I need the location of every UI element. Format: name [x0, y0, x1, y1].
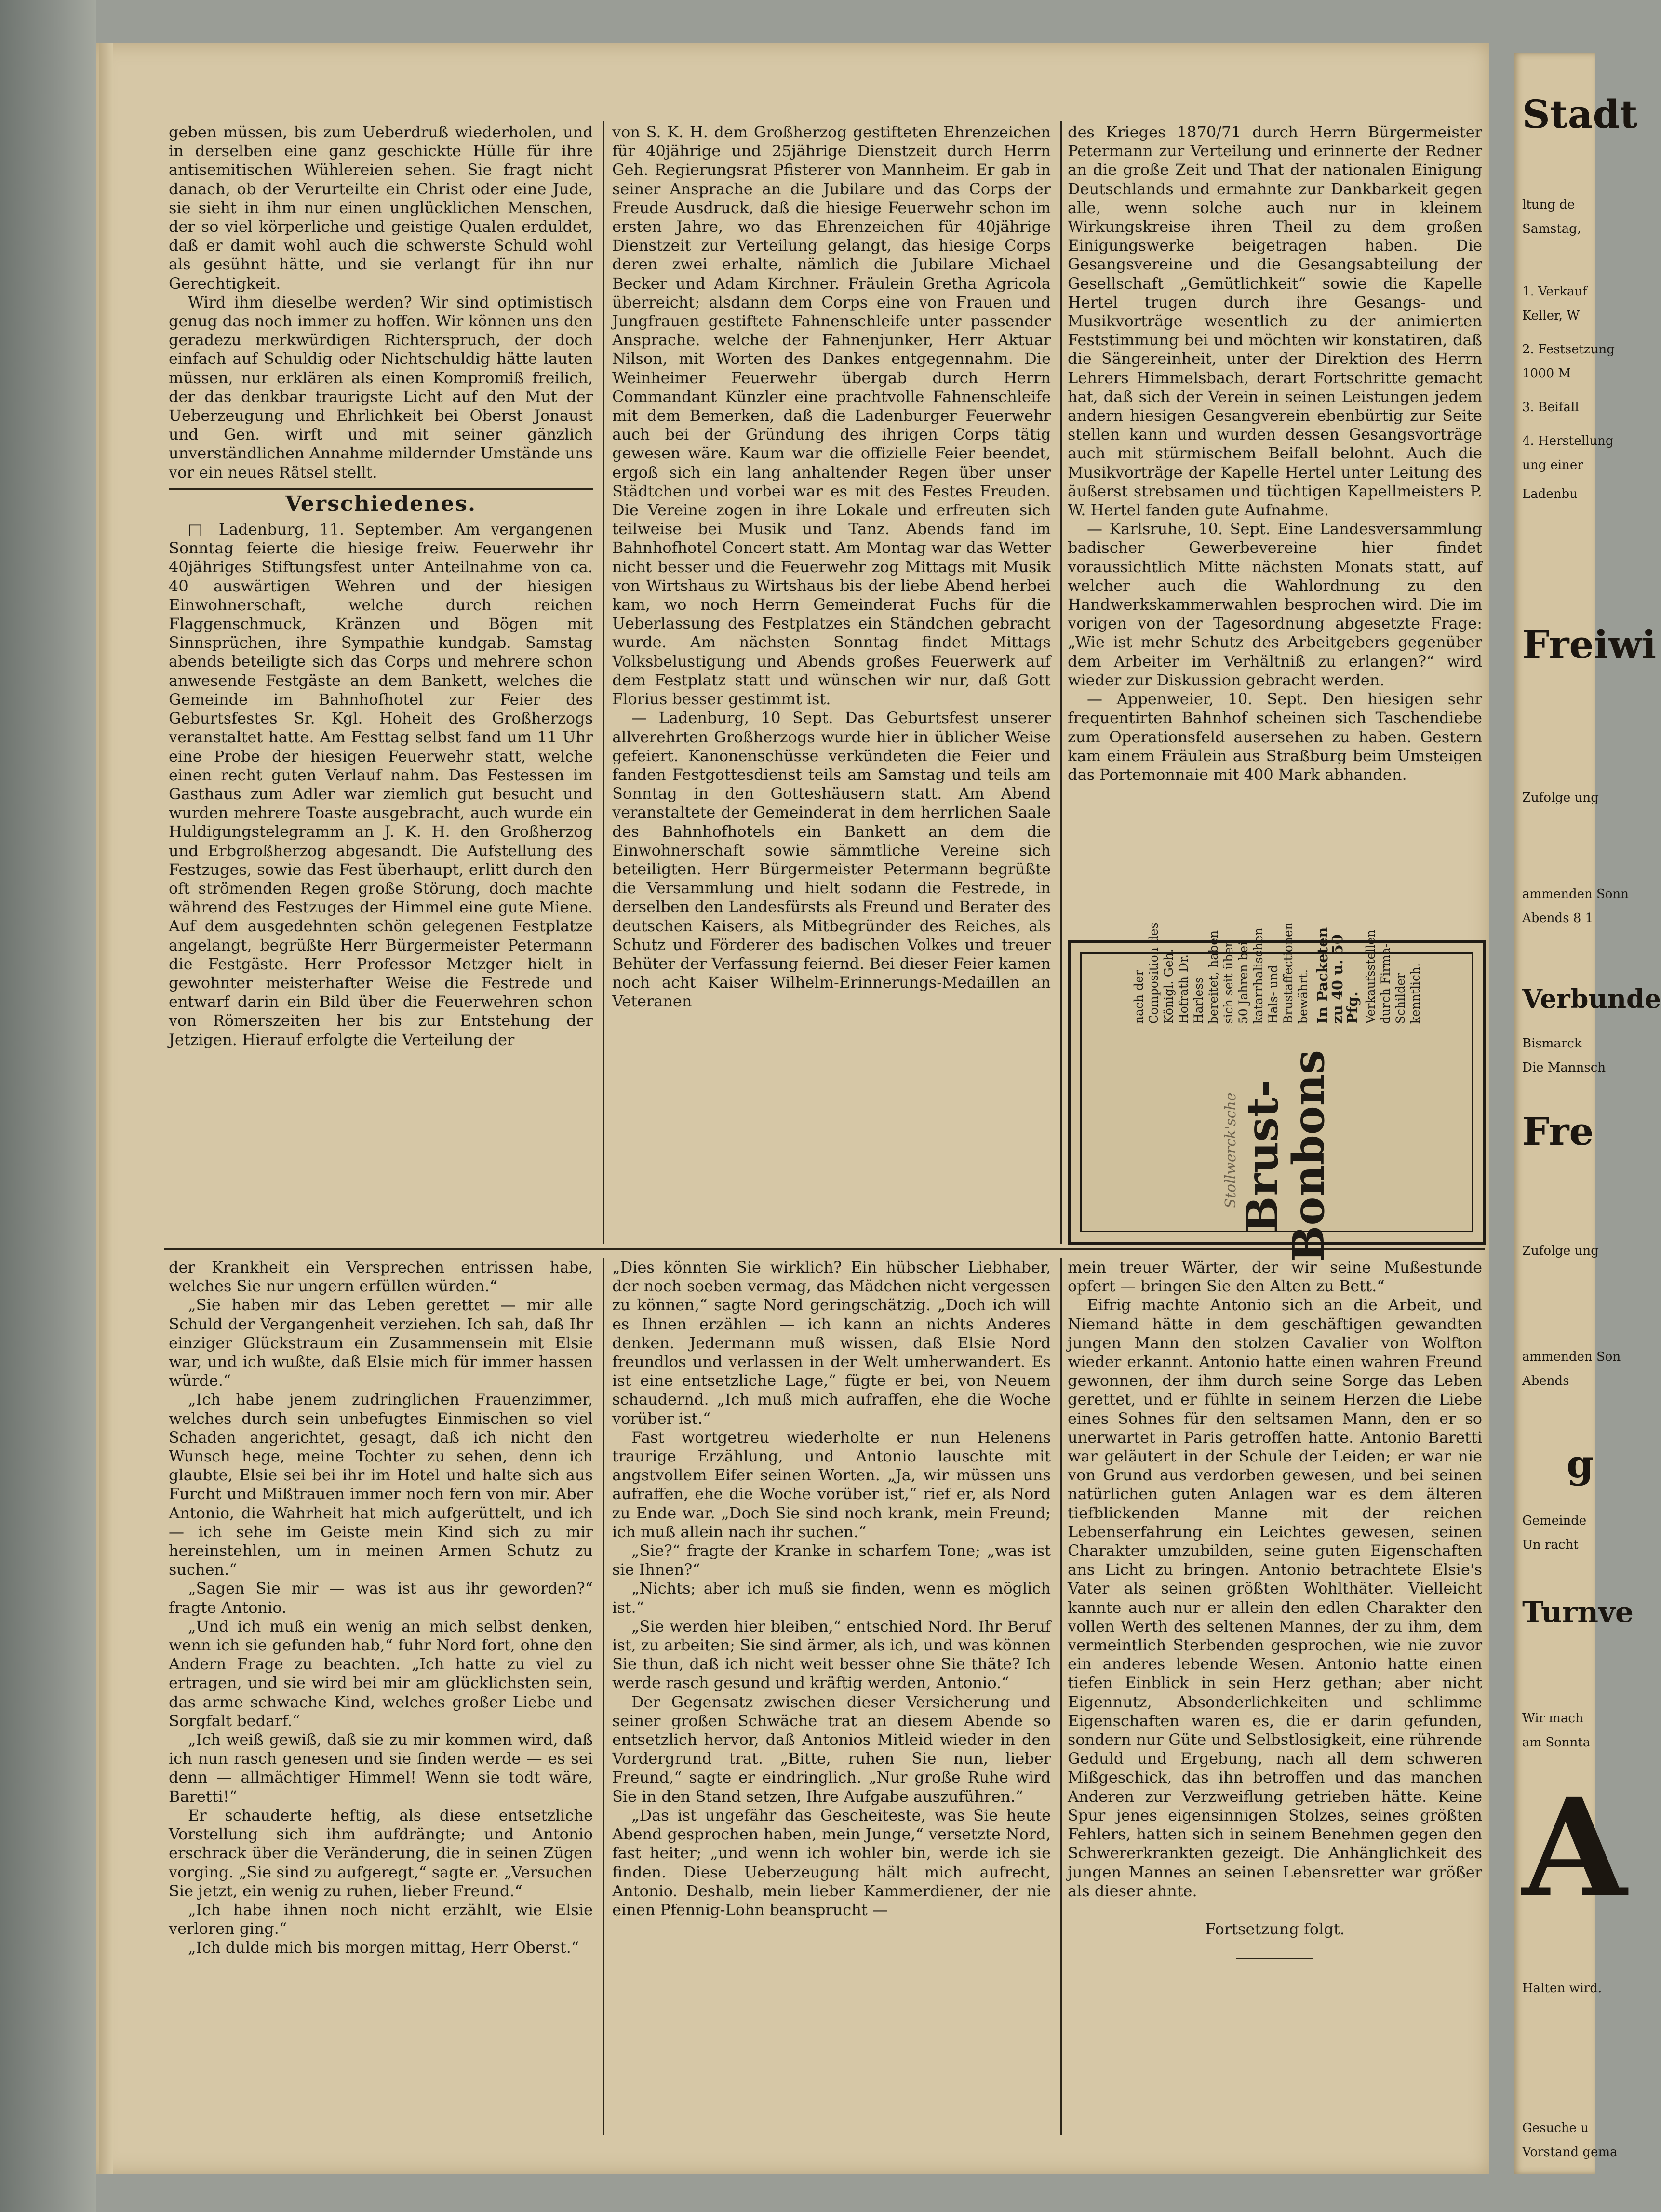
ad-title-line1: Brust-: [1236, 1079, 1287, 1233]
paragraph: geben müssen, bis zum Ueberdruß wiederholen, und in derselben eine ganz geschickte Hülle für ihre antisemitischen Wühlereien sehen. Sie fragt nicht danach, ob der Verurteilte ein Christ oder eine Jude, sie sieht in ihm nur einen unglücklichen Menschen, der so viel körperliche und geistige Qualen erduldet, daß er damit wohl auch die schwerste Schuld wohl als gesühnt hätte, und sie verlangt für ihn nur Gerechtigkeit.: [169, 123, 593, 293]
fragment-text: 1. Verkauf: [1522, 284, 1587, 299]
paragraph: „Das ist ungefähr das Gescheiteste, was Sie heute Abend gesprochen haben, mein Junge,“ versetzte Nord, fast heiter; „und wenn ich wohler bin, werde ich sie finden. Diese Ueberzeugung hält mich aufrecht, Antonio. Deshalb, mein lieber Kammerdiener, der nie einen Pfennig-Lohn beansprucht —: [612, 1806, 1051, 1919]
paragraph: „Sie werden hier bleiben,“ entschied Nord. Ihr Beruf ist, zu arbeiten; Sie sind ärmer, als ich, und was können Sie thun, daß ich nicht weit besser ohne Sie thäte? Ich werde rasch gesund und kräftig werden, Antonio.“: [612, 1617, 1051, 1692]
fragment-text: Halten wird.: [1522, 1981, 1602, 1996]
facing-page-edge: [1514, 53, 1661, 2174]
paragraph: Er schauderte heftig, als diese entsetzliche Vorstellung sich ihm aufdrängte; und Antonio erschrack über die Veränderung, die in seinen Zügen vorging. „Sie sind zu aufgeregt,“ sagte er. „Versuchen Sie jetzt, ein wenig zu ruhen, lieber Freund.“: [169, 1806, 593, 1900]
ad-title-line2: Bonbons: [1283, 1050, 1334, 1262]
ad-description: nach der Composition des Königl. Geh. Hofrath Dr. Harless bereitet, haben sich seit über 50 Jahren bei katarrhalischen Hals- und Brustaffectionen bewährt.: [1131, 922, 1310, 1024]
fragment-text: Wir mach: [1522, 1711, 1583, 1726]
column-rule: [603, 1258, 604, 2135]
fragment-text: ammenden Sonn: [1522, 887, 1629, 901]
fragment-initial: A: [1522, 1769, 1627, 1928]
paragraph: „Sagen Sie mir — was ist aus ihr geworden?“ fragte Antonio.: [169, 1579, 593, 1617]
end-rule: [1236, 1958, 1313, 1959]
fragment-headline: Verbunde: [1522, 983, 1661, 1014]
paragraph: — Appenweier, 10. Sept. Den hiesigen sehr frequentirten Bahnhof scheinen sich Taschendiebe zum Operationsfeld ausersehen zu haben. Gestern kam einem Fräulein aus Straßburg beim Umsteigen das Portemonnaie mit 400 Mark abhanden.: [1068, 690, 1482, 784]
fragment-text: Samstag,: [1522, 222, 1581, 236]
fragment-text: Zufolge ung: [1522, 1244, 1599, 1258]
fragment-text: am Sonnta: [1522, 1735, 1591, 1750]
news-column-3: [1068, 123, 1482, 933]
news-column-2: [612, 123, 1051, 1246]
fragment-text: ung einer: [1522, 458, 1583, 472]
serial-column-1: [169, 1258, 593, 2135]
column-rule: [1060, 1258, 1062, 2135]
fragment-headline: Turnve: [1522, 1595, 1634, 1629]
paragraph: „Dies könnten Sie wirklich? Ein hübscher Liebhaber, der noch soeben vermag, das Mädchen nicht vergessen zu können,“ sagte Nord geringschätzig. „Doch ich will es Ihnen erzählen — ich kann an nichts Anderes denken. Jedermann muß wissen, daß Elsie Nord freundlos und verlassen in der Welt umherwandert. Es ist eine entsetzliche Lage,“ fügte er bei, von Neuem schaudernd. „Ich muß mich aufraffen, ehe die Woche vorüber ist.“: [612, 1258, 1051, 1428]
paragraph: „Sie?“ fragte der Kranke in scharfem Tone; „was ist sie Ihnen?“: [612, 1542, 1051, 1579]
brust-bonbons-advertisement: [1068, 922, 1486, 1262]
ad-rotated-content: [1089, 922, 1465, 1262]
paragraph: □ Ladenburg, 11. September. Am vergangenen Sonntag feierte die hiesige freiw. Feuerwehr ihr 40jähriges Stiftungsfest unter Anteilnahme von ca. 40 auswärtigen Wehren und der hiesigen Einwohnerschaft, welche durch reichen Flaggenschmuck, Kränzen und Bögen mit Sinnsprüchen, ihre Sympathie kundgab. Samstag abends beteiligte sich das Corps und mehrere schon anwesende Festgäste an dem Bankett, welches die Gemeinde im Bahnhofhotel zur Feier des Geburtsfestes Sr. Kgl. Hoheit des Großherzogs veranstaltet hatte. Am Festtag selbst fand um 11 Uhr eine Probe der hiesigen Feuerwehr statt, welche einen recht guten Verlauf nahm. Das Festessen im Gasthaus zum Adler war ziemlich gut besucht und wurden mehrere Toaste ausgebracht, auch wurde ein Huldigungstelegramm an J. K. H. den Großherzog und Erbgroßherzog abgesandt. Die Aufstellung des Festzuges, sowie das Fest überhaupt, erlitt durch den oft strömenden Regen große Störung, doch machte während des Festzuges der Himmel eine gute Miene. Auf dem ausgedehnten schön gelegenen Festplatze angelangt, begrüßte Herr Bürgermeister Petermann die Festgäste. Herr Professor Metzger hielt in gewohnter meisterhafter Weise die Festrede und entwarf darin ein Bild über die Feuerwehren schon von Römerszeiten her bis zur Entstehung der Jetzigen. Hierauf erfolgte die Verteilung der: [169, 520, 593, 1049]
news-column-1: [169, 123, 593, 1246]
serial-column-2: [612, 1258, 1051, 2135]
paragraph: Fast wortgetreu wiederholte er nun Helenens traurige Erzählung, und Antonio lauschte mit angstvollem Eifer seinen Worten. „Ja, wir müssen uns aufraffen, ehe die Woche vorüber ist,“ rief er, als Nord zu Ende war. „Doch Sie sind noch krank, mein Freund; ich muß allein nach ihr suchen.“: [612, 1428, 1051, 1541]
paragraph: Der Gegensatz zwischen dieser Versicherung und seiner großen Schwäche trat an diesem Abende so entsetzlich hervor, daß Antonios Mitleid wieder in den Vordergrund trat. „Bitte, ruhen Sie nun, lieber Freund,“ sagte er eindringlich. „Nur große Ruhe wird Sie in den Stand setzen, Ihre Aufgabe auszuführen.“: [612, 1692, 1051, 1806]
ad-sales-points: Verkaufsstellen durch Firma-Schilder kenntlich.: [1363, 929, 1422, 1024]
fragment-text: Keller, W: [1522, 308, 1580, 323]
fragment-text: 4. Herstellung: [1522, 434, 1614, 448]
ad-brand: Stollwerck'sche: [1222, 1092, 1239, 1208]
serial-column-3: [1068, 1258, 1482, 2135]
paragraph: „Sie haben mir das Leben gerettet — mir alle Schuld der Vergangenheit verziehen. Ich sah, daß Ihr einziger Glückstraum ein Zusammensein mit Elsie war, und ich wußte, daß Elsie mich für immer hassen würde.“: [169, 1296, 593, 1390]
paragraph: — Karlsruhe, 10. Sept. Eine Landesversammlung badischer Gewerbevereine hier findet voraussichtlich Mitte nächsten Monats statt, auf welcher auch die Wahlordnung zu den Handwerkskammerwahlen besprochen wird. Die im vorigen von der Tagesordnung abgesetzte Frage: „Wie ist mehr Schutz des Arbeitgebers gegenüber dem Arbeiter im Verhältniß zu erlangen?“ wird wieder zur Diskussion gebracht werden.: [1068, 520, 1482, 689]
book-binding: [0, 0, 96, 2212]
fragment-text: Bismarck: [1522, 1036, 1582, 1051]
paragraph: der Krankheit ein Versprechen entrissen habe, welches Sie nur ungern erfüllen würden.“: [169, 1258, 593, 1296]
ad-border: [1080, 922, 1473, 1262]
ad-title-block: [1222, 1038, 1334, 1262]
fragment-text: 3. Beifall: [1522, 400, 1579, 415]
paragraph: von S. K. H. dem Großherzog gestifteten Ehrenzeichen für 40jährige und 25jährige Dienstzeit durch Herrn Geh. Regierungsrat Pfisterer von Mannheim. Er gab in seiner Ansprache an die Jubilare und das Corps der Freude Ausdruck, daß die hiesige Feuerwehr schon im ersten Jahre, wo das Ehrenzeichen für 40jährige Dienstzeit zur Verteilung gelangt, das hiesige Corps deren zwei erhalte, nämlich die Jubilare Michael Becker und Adam Kirchner. Fräulein Gretha Agricola überreicht; alsdann dem Corps eine von Frauen und Jungfrauen gestiftete Fahnenschleife unter passender Ansprache. welche der Fahnenjunker, Herr Aktuar Nilson, mit Worten des Dankes entgegennahm. Die Weinheimer Feuerwehr übergab durch Herrn Commandant Künzler eine prachtvolle Fahnenschleife mit dem Bemerken, daß die Ladenburger Feuerwehr auch bei der Gründung des ihrigen Corps tätig gewesen wäre. Kaum war die offizielle Feier beendet, ergoß sich ein lang anhaltender Regen über unser Städtchen und vorbei war es mit des Festes Freuden. Die Vereine zogen in ihre Lokale und erfreuten sich teilweise bei Musik und Tanz. Abends fand im Bahnhofhotel Concert statt. Am Montag war das Wetter nicht besser und die Feuerwehr zog Mittags mit Musik von Wirtshaus zu Wirtshaus bis der liebe Abend herbei kam, wo noch Herrn Gemeinderat Fuchs für die Ueberlassung des Festplatzes ein Ständchen gebracht wurde. Am nächsten Sonntag findet Mittags Volksbelustigung und Abends großes Feuerwerk auf dem Festplatz statt und wünschen wir nur, daß Gott Florius besser gestimmt ist.: [612, 123, 1051, 709]
fragment-text: Abends: [1522, 1374, 1569, 1388]
paragraph: „Ich dulde mich bis morgen mittag, Herr Oberst.“: [188, 1938, 579, 1957]
column-rule: [1060, 121, 1062, 1244]
paragraph: des Krieges 1870/71 durch Herrn Bürgermeister Petermann zur Verteilung und erinnerte der Redner an die große Zeit und That der nationalen Einigung Deutschlands und ermahnte zur Dankbarkeit gegen alle, wenn solche auch nur in kleinem Wirkungskreise ihren Theil zu dem großen Einigungswerke beigetragen haben. Die Gesangsvereine und die Gesangsabteilung der Gesellschaft „Gemütlichkeit“ sowie die Kapelle Hertel trugen durch ihre Gesangs- und Musikvorträge wesentlich zu der animierten Feststimmung bei und möchten wir konstatiren, daß die Sängereinheit, unter der Direktion des Herrn Lehrers Himmelsbach, derart Fortschritte gemacht hat, daß sich der Verein in seinen Leistungen jedem andern hiesigen Gesangverein ebenbürtig zur Seite stellen kann und wurden dessen Gesangsvorträge auch mit stürmischem Beifall belohnt. Auch die Musikvorträge der Kapelle Hertel unter Leitung des äußerst strebsamen und tüchtigen Kapellmeisters P. W. Hertel fanden gute Aufnahme.: [1068, 123, 1482, 520]
fragment-headline: Freiwi: [1522, 622, 1657, 667]
paragraph: „Ich habe ihnen noch nicht erzählt, wie Elsie verloren ging.“: [169, 1900, 593, 1938]
section-heading: Verschiedenes.: [285, 491, 477, 516]
paragraph: „Ich habe jenem zudringlichen Frauenzimmer, welches durch sein unbefugtes Einmischen so viel Schaden angerichtet, gesagt, daß ich nicht den Wunsch hege, meine Tochter zu sehen, denn ich glaubte, Elsie sei bei ihr im Hotel und halte sich aus Furcht und Mißtrauen immer noch fern von mir. Aber Antonio, die Wahrheit hat mich aufgerüttelt, und ich — ich sehe im Geiste mein Kind sich zu mir hereinstehlen, um in meinen Armen Schutz zu suchen.“: [169, 1390, 593, 1579]
fragment-text: Un racht: [1522, 1538, 1579, 1552]
fragment-text: Die Mannsch: [1522, 1060, 1606, 1075]
paragraph: Wird ihm dieselbe werden? Wir sind optimistisch genug das noch immer zu hoffen. Wir können uns den geradezu merkwürdigen Richterspruch, der doch einfach auf Schuldig oder Nichtschuldig hätte lauten müssen, nur erklären als einen Kompromiß freilich, der das denkbar traurigste Licht auf den Mut der Ueberzeugung und Ehrlichkeit bei Oberst Jonaust und Gen. wirft und mit seiner gänzlich unverständlichen Annahme mildernder Umstände uns vor ein neues Rätsel stellt.: [169, 293, 593, 482]
fragment-masthead: Stadt: [1522, 92, 1638, 137]
fragment-text: Ladenbu: [1522, 487, 1578, 501]
paragraph: mein treuer Wärter, der wir seine Mußestunde opfert — bringen Sie den Alten zu Bett.“: [1068, 1258, 1482, 1296]
paragraph: „Und ich muß ein wenig an mich selbst denken, wenn ich sie gefunden hab,“ fuhr Nord fort, ohne den Andern Frage zu beachten. „Ich hatte zu viel zu ertragen, und sie wird bei mir am glücklichsten sein, das arme schwache Kind, welches großer Liebe und Sorgfalt bedarf.“: [169, 1617, 593, 1730]
fragment-text: ltung de: [1522, 198, 1575, 212]
paragraph: „Nichts; aber ich muß sie finden, wenn es möglich ist.“: [612, 1579, 1051, 1617]
paragraph: Eifrig machte Antonio sich an die Arbeit, und Niemand hätte in dem geschäftigen gewandten jungen Mann den stolzen Cavalier von Wolfton wieder erkannt. Antonio hatte einen wahren Freund gewonnen, der ihm durch seine Sorge das Leben gerettet, und er fühlte in seinem Herzen die Liebe eines Sohnes für den seltsamen Mann, den er so unerwartet in Paris getroffen hatte. Antonio Baretti war geläutert in der Schule der Leiden; er war nie von Grund aus verdorben gewesen, und bei seinen natürlichen guten Anlagen war es dem älteren tiefblickenden Manne mit der reichen Lebenserfahrung ein Leichtes gewesen, seinen Charakter umzubilden, seine guten Eigenschaften ans Licht zu bringen. Antonio betrachtete Elsie's Vater als seinen größten Wohlthäter. Vielleicht kannte auch nur er allein den edlen Charakter den vollen Werth des seltenen Mannes, der zu ihm, dem vermeintlich Sterbenden gesprochen, wie nie zuvor ein anderes lebende Wesen. Antonio hatte einen tiefen Einblick in sein Herz gethan; aber nicht Eigennutz, Absonderlichkeiten und schlimme Eigenschaften waren es, die er darin gefunden, sondern nur Güte und Selbstlosigkeit, eine rührende Geduld und Ergebung, nach all dem schweren Mißgeschick, das ihn betroffen und das manchen Anderen zur Verzweiflung getrieben hätte. Keine Spur jenes eigensinnigen Stolzes, seines größten Fehlers, hatten sich in seinem Benehmen gegen den Schwererkrankten gezeigt. Die Anhänglichkeit des jungen Mannes an seinen Lebensretter war größer als dieser ahnte.: [1068, 1296, 1482, 1900]
continued-note: Fortsetzung folgt.: [1205, 1919, 1345, 1938]
column-rule: [603, 121, 604, 1244]
fragment-text: 2. Festsetzung: [1522, 342, 1615, 357]
page-gutter: [99, 43, 113, 2174]
fragment-text: ammenden Son: [1522, 1350, 1621, 1364]
ad-price: In Packeten zu 40 u. 50 Pfg.: [1314, 927, 1361, 1024]
fragment-text: Zufolge ung: [1522, 791, 1599, 805]
fragment-text: Gesuche u: [1522, 2121, 1589, 2135]
fragment-text: 1000 M: [1522, 366, 1571, 381]
paragraph: — Ladenburg, 10 Sept. Das Geburtsfest unserer allverehrten Großherzogs wurde hier in üblicher Weise gefeiert. Kanonenschüsse verkündeten die Feier und fanden Festgottesdienst teils am Samstag und teils am Sonntag in den Gotteshäusern statt. Am Abend veranstaltete der Gemeinderat in dem herrlichen Saale des Bahnhofhotels ein Bankett an dem die Einwohnerschaft sowie sämmtliche Vereine sich beteiligten. Herr Bürgermeister Petermann begrüßte die Versammlung und hielt sodann die Festrede, in derselben den Landesfürsts als Freund und Berater des deutschen Kaisers, als Mitbegründer des Reiches, als Schutz und Förderer des badischen Volkes und treuer Behüter der Verfassung feiernd. Bei dieser Feier kamen noch acht Kaiser Wilhelm-Erinnerungs-Medaillen an Veteranen: [612, 709, 1051, 1011]
paragraph: „Ich weiß gewiß, daß sie zu mir kommen wird, daß ich nun rasch genesen und sie finden werde — es sei denn — allmächtiger Himmel! Wenn sie todt wäre, Baretti!“: [169, 1730, 593, 1806]
fragment-headline: Fre: [1522, 1109, 1594, 1154]
fragment-headline: g: [1567, 1441, 1594, 1487]
fragment-text: Abends 8 1: [1522, 911, 1594, 925]
fragment-text: Gemeinde: [1522, 1514, 1587, 1528]
ad-text-block: [1131, 922, 1422, 1024]
fragment-text: Vorstand gema: [1522, 2145, 1618, 2159]
heading-rule: [169, 488, 593, 490]
